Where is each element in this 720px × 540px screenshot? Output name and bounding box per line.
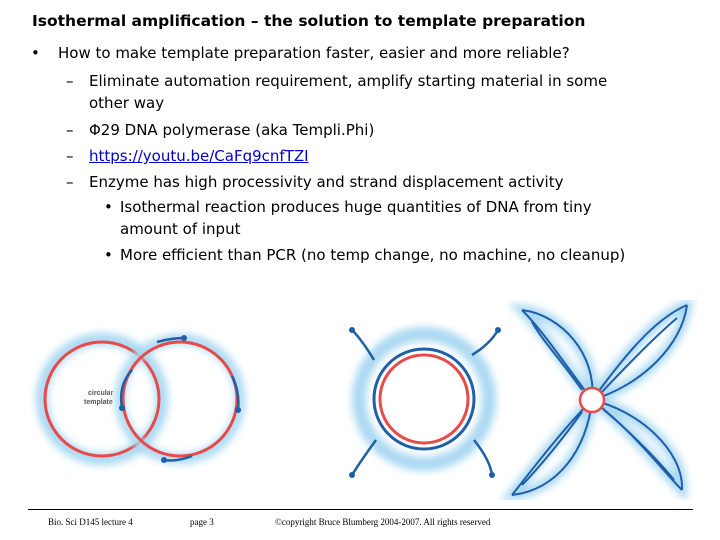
dash-marker: – bbox=[66, 147, 74, 165]
circle-label-1: circular bbox=[88, 390, 114, 397]
bullet-dot: • bbox=[104, 246, 113, 264]
bullet-dot: • bbox=[104, 198, 113, 216]
circle-label-2: template bbox=[84, 399, 113, 406]
primer-binding-panel bbox=[119, 335, 241, 463]
footer-course: Bio. Sci D145 lecture 4 bbox=[48, 517, 133, 527]
dash-marker: – bbox=[66, 121, 74, 139]
bullet-main: How to make template preparation faster, easier and more reliable? bbox=[58, 44, 570, 62]
footer-divider bbox=[28, 509, 693, 510]
sub-bullet-enzyme: Enzyme has high processivity and strand displacement activity bbox=[89, 173, 564, 191]
video-link[interactable]: https://youtu.be/CaFq9cnfTZI bbox=[89, 147, 309, 165]
sub-sub-bullet-isothermal-cont: amount of input bbox=[120, 220, 241, 238]
dash-marker: – bbox=[66, 72, 74, 90]
sub-bullet-automation: Eliminate automation requirement, amplify starting material in some bbox=[89, 72, 608, 90]
hyperbranched-product-panel bbox=[512, 305, 687, 495]
amplification-diagram bbox=[22, 300, 712, 500]
sub-bullet-automation-cont: other way bbox=[89, 94, 165, 112]
sub-sub-bullet-isothermal: Isothermal reaction produces huge quantities of DNA from tiny bbox=[120, 198, 592, 216]
footer-page-number: page 3 bbox=[190, 517, 214, 527]
bullet-dot: • bbox=[31, 44, 40, 62]
slide-title: Isothermal amplification – the solution to template preparation bbox=[32, 12, 586, 30]
dash-marker: – bbox=[66, 173, 74, 191]
sub-sub-bullet-pcr: More efficient than PCR (no temp change, no machine, no cleanup) bbox=[120, 246, 626, 264]
sub-bullet-polymerase: Φ29 DNA polymerase (aka Templi.Phi) bbox=[89, 121, 375, 139]
strand-extension-panel bbox=[349, 327, 501, 478]
footer-copyright: ©copyright Bruce Blumberg 2004-2007. All rights reserved bbox=[275, 517, 491, 527]
